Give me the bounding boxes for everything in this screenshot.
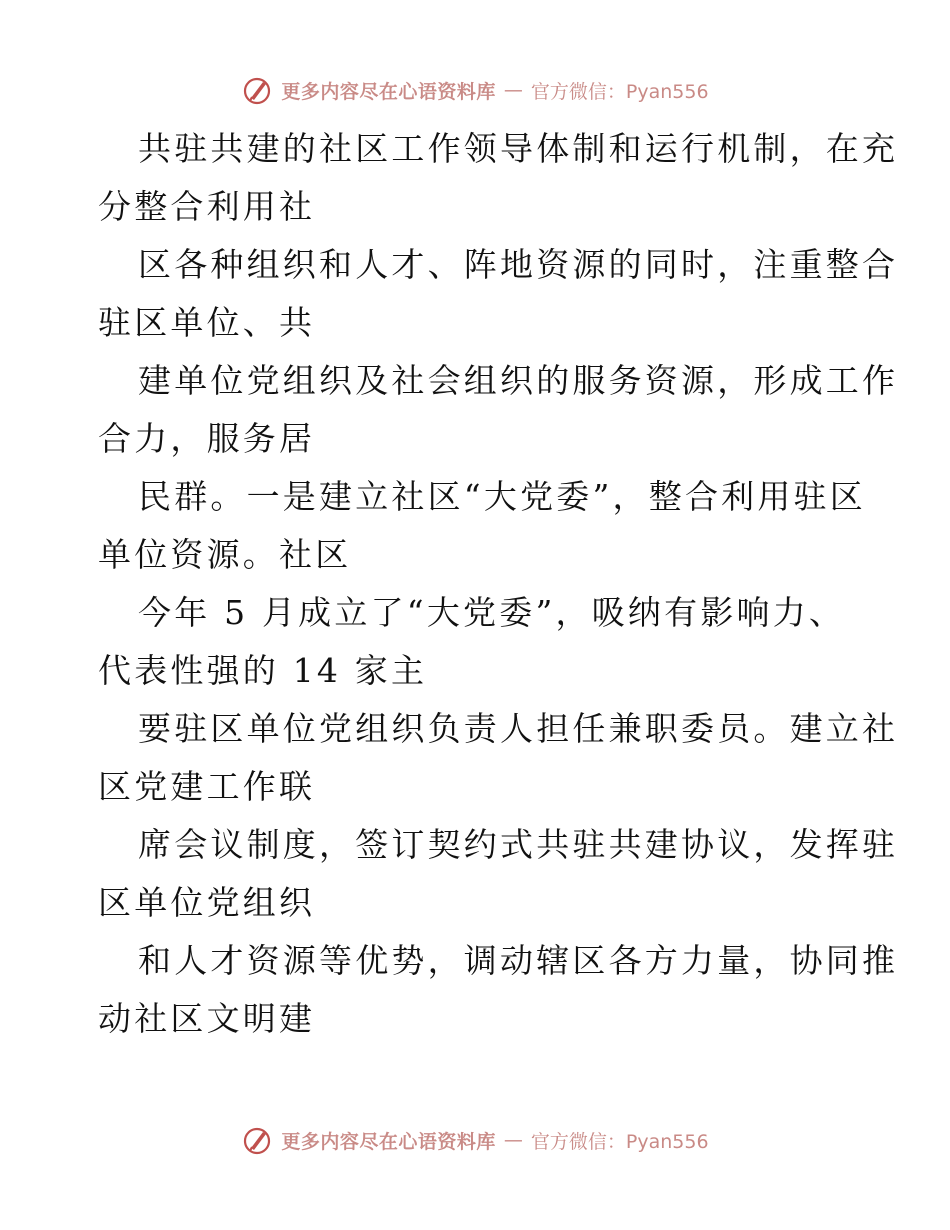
document-body: [98, 120, 899, 1048]
header-watermark: [0, 72, 950, 108]
watermark-separator: —: [503, 1129, 523, 1151]
paragraph-1: [98, 120, 899, 236]
watermark-brand: 更多内容尽在心语资料库: [281, 80, 496, 103]
paragraph-line: 建单位党组织及社会组织的服务资源，形成工作: [138, 361, 899, 400]
watermark-separator: —: [503, 79, 523, 101]
paragraph-line: 合力，服务居: [98, 419, 316, 458]
paragraph-7: [98, 816, 899, 932]
watermark-contact: 官方微信：Pyan556: [530, 80, 709, 103]
watermark-brand: 更多内容尽在心语资料库: [281, 1130, 496, 1153]
paragraph-line: 区党建工作联: [98, 767, 316, 806]
paragraph-line: 今年 5 月成立了“大党委”，吸纳有影响力、: [138, 593, 846, 632]
paragraph-8: [98, 932, 899, 1048]
paragraph-5: [98, 584, 858, 700]
paragraph-line: 分整合利用社: [98, 187, 316, 226]
paragraph-line: 民群。一是建立社区“大党委”，整合利用驻区: [138, 477, 866, 516]
paragraph-line: 单位资源。社区: [98, 535, 352, 574]
footer-watermark: [0, 1122, 950, 1158]
paragraph-line: 要驻区单位党组织负责人担任兼职委员。建立社: [138, 709, 899, 748]
paragraph-line: 区各种组织和人才、阵地资源的同时，注重整合: [138, 245, 899, 284]
quill-pen-icon: [241, 1124, 273, 1156]
paragraph-line: 共驻共建的社区工作领导体制和运行机制，在充: [138, 129, 899, 168]
paragraph-6: [98, 700, 899, 816]
watermark-contact: 官方微信：Pyan556: [530, 1130, 709, 1153]
paragraph-line: 和人才资源等优势，调动辖区各方力量，协同推: [138, 941, 899, 980]
paragraph-line: 区单位党组织: [98, 883, 316, 922]
paragraph-line: 动社区文明建: [98, 999, 316, 1038]
paragraph-3: [98, 352, 899, 468]
paragraph-4: [98, 468, 866, 584]
quill-pen-icon: [241, 74, 273, 106]
paragraph-line: 驻区单位、共: [98, 303, 316, 342]
paragraph-line: 代表性强的 14 家主: [98, 651, 428, 690]
paragraph-line: 席会议制度，签订契约式共驻共建协议，发挥驻: [138, 825, 899, 864]
paragraph-2: [98, 236, 899, 352]
